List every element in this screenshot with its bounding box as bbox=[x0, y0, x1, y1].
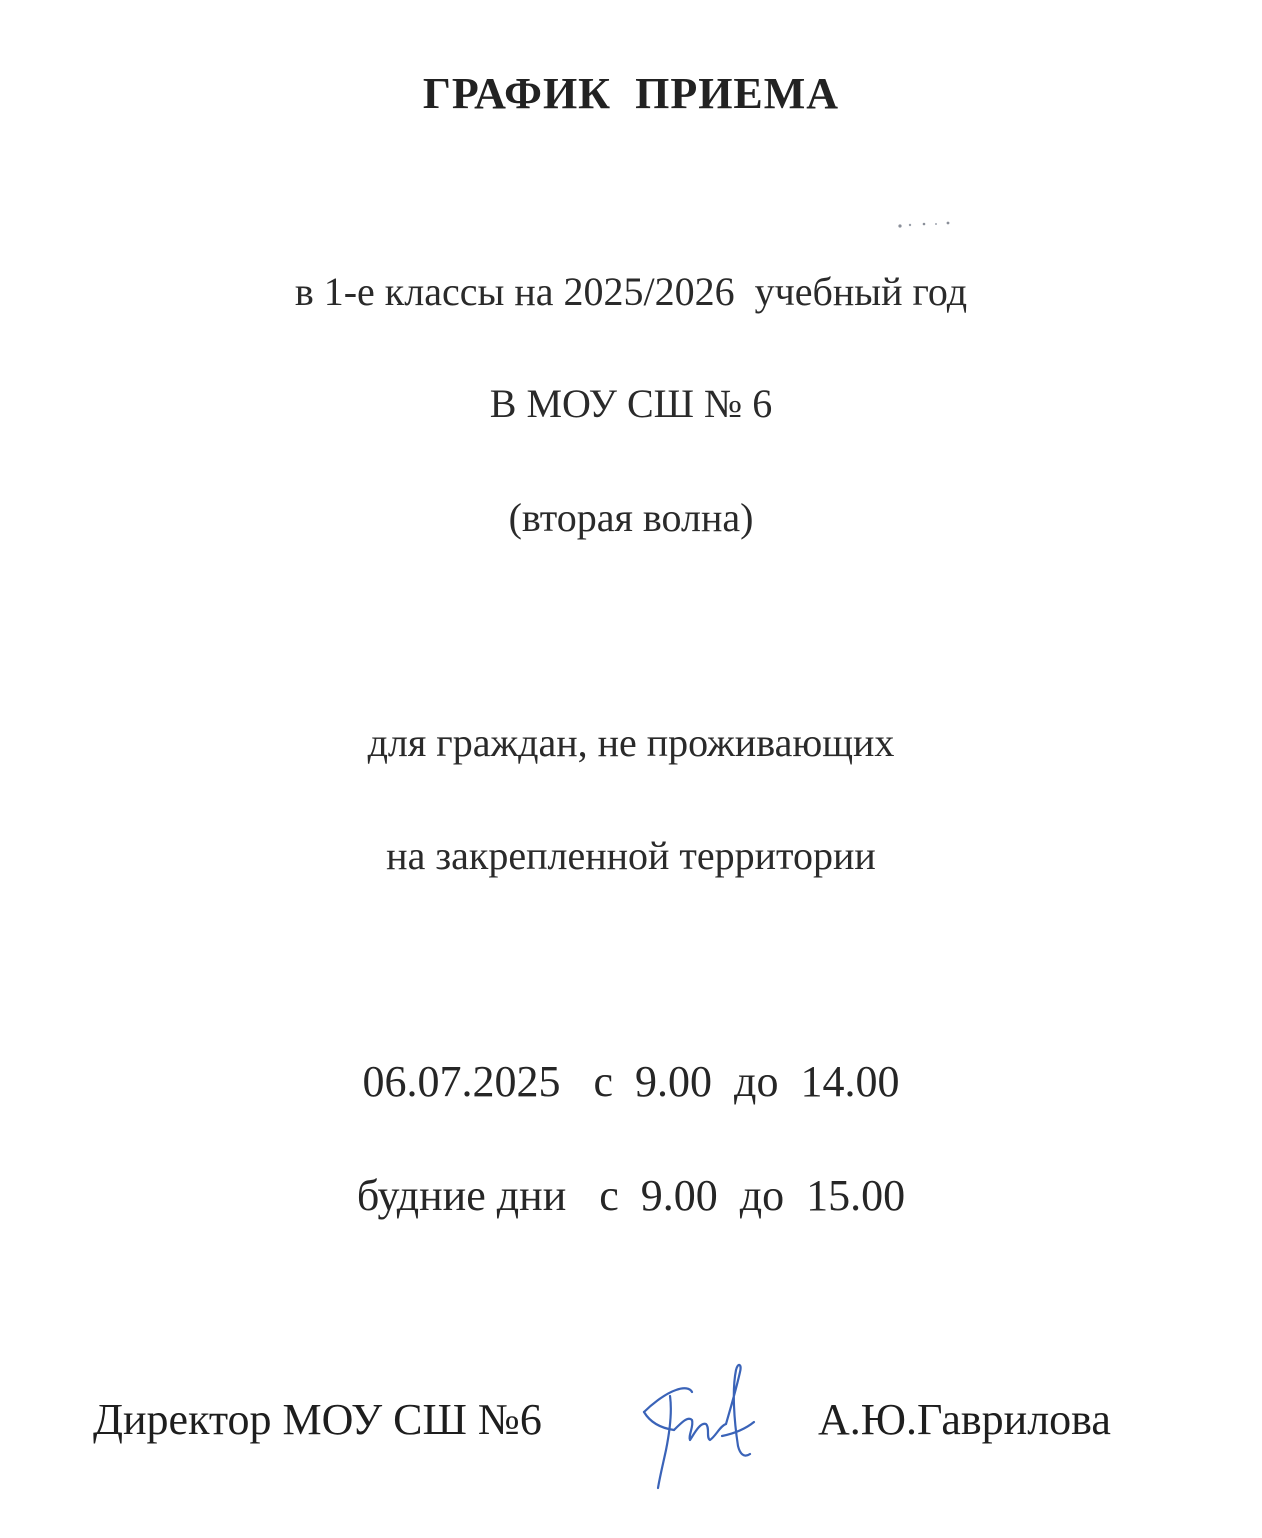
wave-line: (вторая волна) bbox=[508, 495, 754, 540]
audience-line-1: для граждан, не проживающих bbox=[367, 720, 895, 765]
school-line: В МОУ СШ № 6 bbox=[489, 381, 773, 426]
schedule-weekdays-line: будние дни с 9.00 до 15.00 bbox=[356, 1171, 906, 1220]
document-title: ГРАФИК ПРИЕМА bbox=[422, 69, 840, 118]
scan-speck bbox=[894, 220, 954, 230]
signature-image bbox=[630, 1350, 780, 1500]
director-name: А.Ю.Гаврилова bbox=[818, 1395, 1111, 1444]
audience-line-2: на закрепленной территории bbox=[386, 833, 876, 878]
schedule-date-line: 06.07.2025 с 9.00 до 14.00 bbox=[362, 1057, 900, 1106]
grade-year-line: в 1-е классы на 2025/2026 учебный год bbox=[294, 269, 968, 314]
director-position: Директор МОУ СШ №6 bbox=[93, 1395, 542, 1444]
